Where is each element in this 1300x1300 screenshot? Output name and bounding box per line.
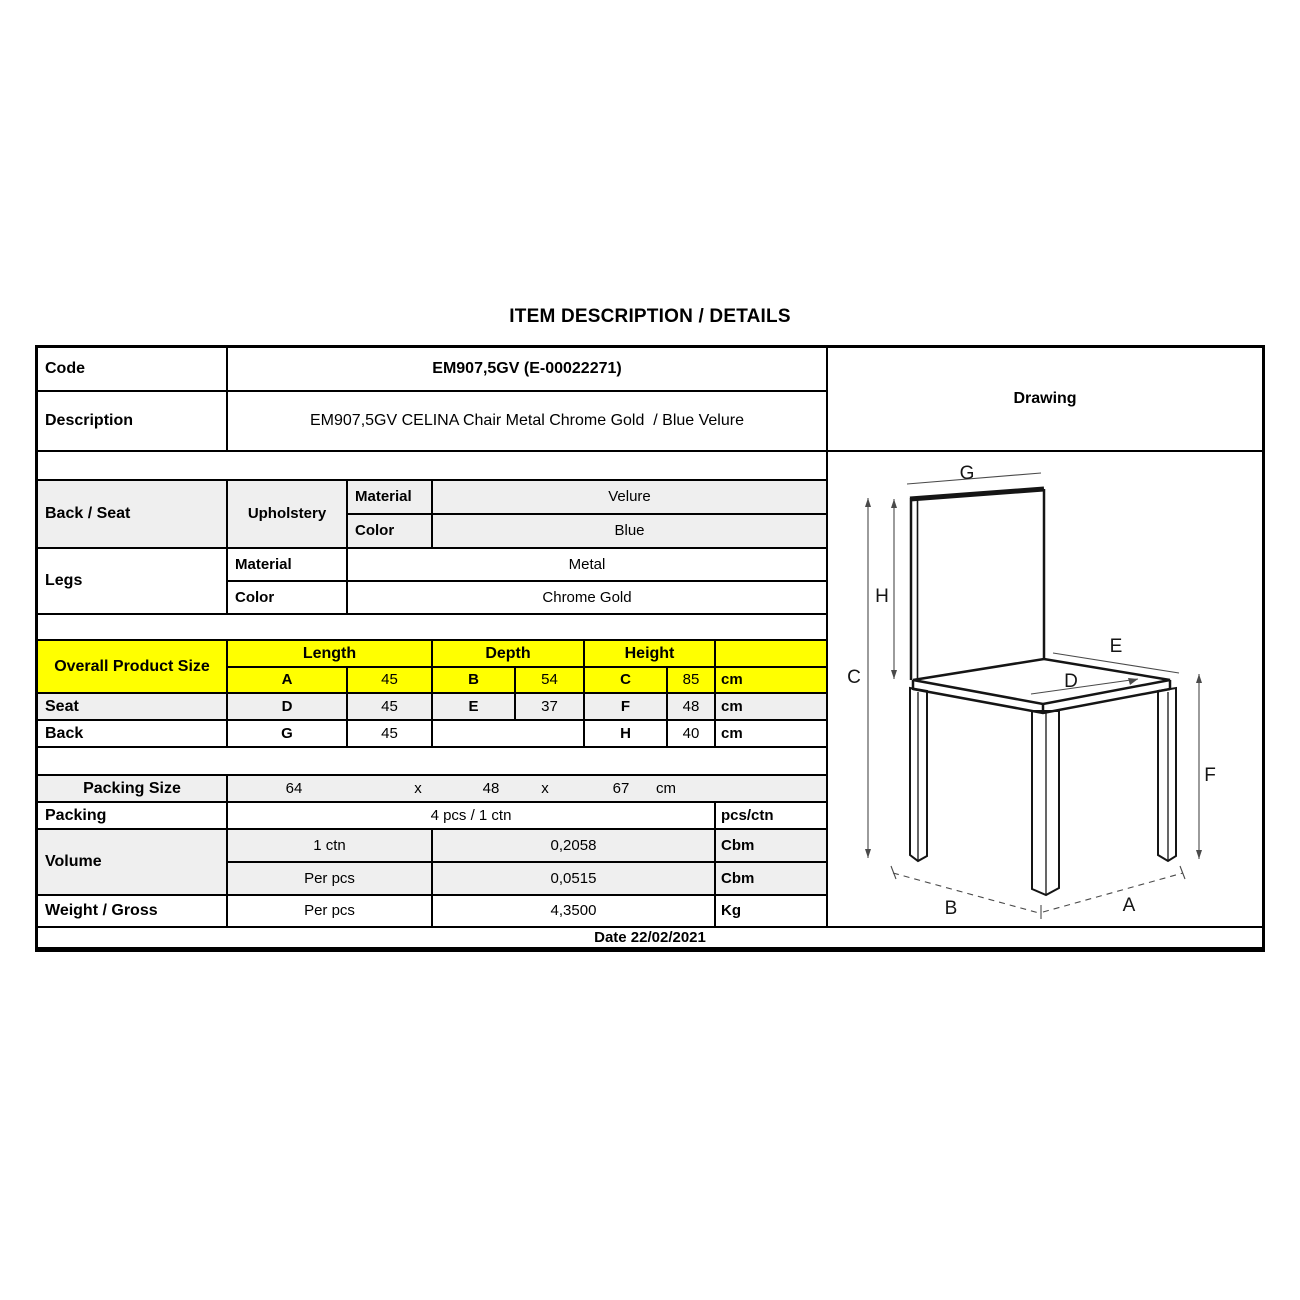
seat-unit: cm — [716, 694, 828, 721]
drawing-header: Drawing — [828, 348, 1262, 452]
back-unit: cm — [716, 721, 828, 748]
back-height-key: H — [585, 721, 668, 748]
overall-height-value: 85 — [668, 668, 716, 694]
dim-label-d: D — [1064, 671, 1078, 692]
overall-length-value: 45 — [348, 668, 433, 694]
spacer-row-2 — [38, 615, 828, 641]
upholstery-color-label: Color — [348, 515, 433, 549]
seat-depth-key: E — [433, 694, 516, 721]
legs-color-label: Color — [228, 582, 348, 615]
overall-depth-key: B — [433, 668, 516, 694]
dim-label-f: F — [1204, 765, 1216, 786]
packing-value: 4 pcs / 1 ctn — [228, 803, 716, 830]
back-height-value: 40 — [668, 721, 716, 748]
seat-height-key: F — [585, 694, 668, 721]
volume-pcs-unit: Cbm — [716, 863, 828, 896]
weight-unit: Kg — [716, 896, 828, 928]
spacer-row-1 — [38, 452, 828, 481]
legs-label: Legs — [38, 549, 228, 615]
code-label: Code — [38, 348, 228, 392]
weight-value: 4,3500 — [433, 896, 716, 928]
overall-unit: cm — [716, 668, 828, 694]
description-value: EM907,5GV CELINA Chair Metal Chrome Gold / Blue Velure — [228, 392, 828, 452]
seat-height-value: 48 — [668, 694, 716, 721]
packing-dim-2: 48 — [482, 779, 500, 797]
legs-material-value: Metal — [348, 549, 828, 582]
packing-dim-x2: x — [541, 779, 549, 797]
packing-size-values — [228, 776, 828, 803]
dim-label-a: A — [1122, 895, 1136, 916]
packing-dim-1: 64 — [285, 779, 303, 797]
code-value: EM907,5GV (E-00022271) — [228, 348, 828, 392]
weight-qty: Per pcs — [228, 896, 433, 928]
seat-row-label: Seat — [38, 694, 228, 721]
upholstery-material-label: Material — [348, 481, 433, 515]
depth-header: Depth — [433, 641, 585, 668]
packing-dim-x1: x — [414, 779, 422, 797]
overall-height-key: C — [585, 668, 668, 694]
overall-length-key: A — [228, 668, 348, 694]
packing-size-label: Packing Size — [38, 776, 228, 803]
upholstery-material-value: Velure — [433, 481, 828, 515]
packing-dim-3: 67 — [612, 779, 630, 797]
description-label: Description — [38, 392, 228, 452]
dim-label-g: G — [959, 463, 975, 484]
dim-label-b: B — [944, 898, 958, 919]
spec-sheet-table — [35, 345, 1265, 952]
seat-length-key: D — [228, 694, 348, 721]
chair-drawing — [828, 452, 1262, 926]
dim-label-e: E — [1109, 636, 1123, 657]
drawing-cell — [828, 452, 1262, 928]
date-row: Date 22/02/2021 — [594, 928, 706, 946]
legs-color-value: Chrome Gold — [348, 582, 828, 615]
length-header: Length — [228, 641, 433, 668]
back-length-value: 45 — [348, 721, 433, 748]
volume-pcs-value: 0,0515 — [433, 863, 716, 896]
packing-unit: pcs/ctn — [716, 803, 828, 830]
overall-depth-value: 54 — [516, 668, 585, 694]
overall-product-size-label: Overall Product Size — [38, 641, 228, 694]
back-depth-empty-cell — [433, 721, 585, 748]
upholstery-color-value: Blue — [433, 515, 828, 549]
upholstery-label: Upholstery — [228, 481, 348, 549]
seat-depth-value: 37 — [516, 694, 585, 721]
back-length-key: G — [228, 721, 348, 748]
back-seat-label: Back / Seat — [38, 481, 228, 549]
volume-ctn-unit: Cbm — [716, 830, 828, 863]
volume-pcs-qty: Per pcs — [228, 863, 433, 896]
packing-dim-unit: cm — [656, 779, 676, 797]
legs-material-label: Material — [228, 549, 348, 582]
seat-length-value: 45 — [348, 694, 433, 721]
back-row-label: Back — [38, 721, 228, 748]
volume-ctn-value: 0,2058 — [433, 830, 716, 863]
dim-label-c: C — [847, 667, 861, 688]
weight-gross-label: Weight / Gross — [38, 896, 228, 928]
size-header-empty-cell — [716, 641, 828, 668]
height-header: Height — [585, 641, 716, 668]
spacer-row-3 — [38, 748, 828, 776]
page-title: ITEM DESCRIPTION / DETAILS — [509, 306, 791, 327]
dim-label-h: H — [875, 586, 889, 607]
packing-label: Packing — [38, 803, 228, 830]
volume-ctn-qty: 1 ctn — [228, 830, 433, 863]
volume-label: Volume — [38, 830, 228, 896]
